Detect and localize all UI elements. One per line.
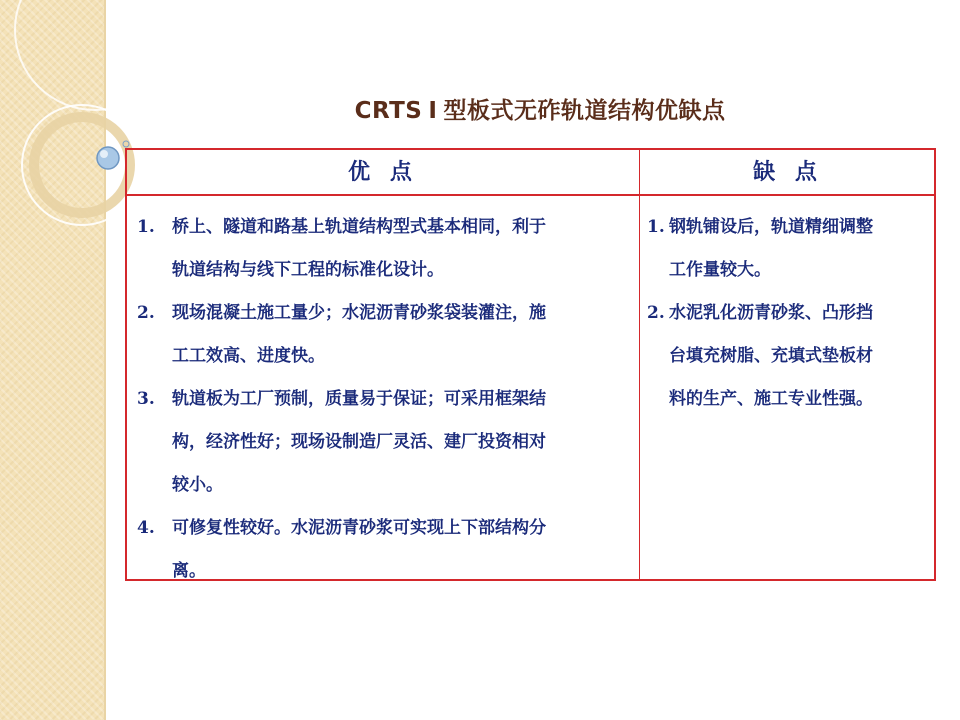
item-line: 现场混凝土施工量少；水泥沥青砂浆袋装灌注，施 xyxy=(172,303,546,323)
item-line: 轨道板为工厂预制，质量易于保证；可采用框架结 xyxy=(172,389,546,409)
list-item xyxy=(647,206,929,292)
title-roman: Ⅰ xyxy=(428,98,438,124)
disadvantages-list xyxy=(647,206,929,421)
item-number: 2. xyxy=(137,303,155,323)
item-line: 可修复性较好。水泥沥青砂浆可实现上下部结构分 xyxy=(172,518,546,538)
header-advantages: 优 点 xyxy=(348,159,418,185)
item-line: 水泥乳化沥青砂浆、凸形挡 xyxy=(669,303,873,323)
item-line: 工作量较大。 xyxy=(669,260,771,280)
item-number: 4. xyxy=(137,518,155,538)
item-line: 较小。 xyxy=(172,475,223,495)
item-line: 桥上、隧道和路基上轨道结构型式基本相同，利于 xyxy=(172,217,546,237)
item-line: 轨道结构与线下工程的标准化设计。 xyxy=(172,260,444,280)
item-line: 料的生产、施工专业性强。 xyxy=(669,389,873,409)
item-line: 钢轨铺设后，轨道精细调整 xyxy=(669,217,873,237)
list-item xyxy=(137,206,631,292)
title-suffix: 型板式无砟轨道结构优缺点 xyxy=(443,98,726,124)
list-item xyxy=(137,292,631,378)
item-number: 3. xyxy=(137,389,155,409)
list-item xyxy=(137,378,631,507)
pros-cons-table xyxy=(125,148,936,581)
header-disadvantages: 缺 点 xyxy=(753,159,823,185)
table-header xyxy=(127,150,934,196)
page-title xyxy=(250,92,830,125)
item-line: 离。 xyxy=(172,561,206,581)
title-prefix: CRTS xyxy=(354,98,423,124)
item-number: 1. xyxy=(137,217,155,237)
decorative-circles xyxy=(0,0,140,260)
item-number: 1. xyxy=(647,217,665,237)
item-number: 2. xyxy=(647,303,665,323)
column-divider xyxy=(639,150,640,579)
advantages-list xyxy=(137,206,631,593)
item-line: 工工效高、进度快。 xyxy=(172,346,325,366)
item-line: 构，经济性好；现场设制造厂灵活、建厂投资相对 xyxy=(172,432,546,452)
list-item xyxy=(647,292,929,421)
item-line: 台填充树脂、充填式垫板材 xyxy=(669,346,873,366)
list-item xyxy=(137,507,631,593)
